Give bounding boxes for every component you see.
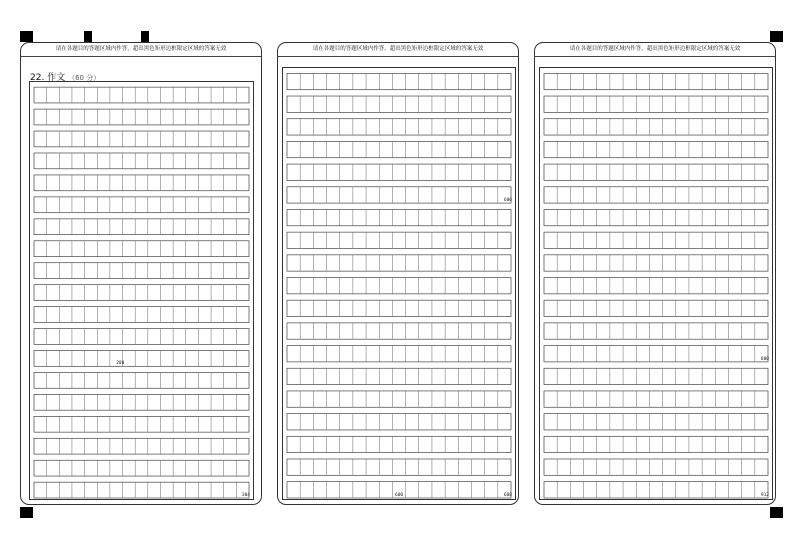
- grid-row: [34, 197, 249, 213]
- grid-row: [34, 153, 249, 169]
- grid-row: [34, 219, 249, 235]
- alignment-marker-top-right: [770, 31, 783, 42]
- grid-row: [544, 187, 768, 203]
- grid-row: [287, 368, 511, 384]
- grid-row: [287, 436, 511, 452]
- question-label: 作文: [47, 73, 66, 83]
- grid-row: [287, 346, 511, 362]
- grid-row: [287, 119, 511, 135]
- grid-row: [287, 278, 511, 294]
- grid-row: [287, 73, 511, 89]
- grid-row: [544, 459, 768, 475]
- grid-row: [544, 300, 768, 316]
- grid-row: [287, 96, 511, 112]
- header-notice: 请在各题目的答题区域内作答，超出黑色矩形边框限定区域的答案无效: [21, 43, 261, 57]
- grid-row: [34, 394, 249, 410]
- writing-grid[interactable]: [539, 67, 773, 500]
- grid-row: [544, 255, 768, 271]
- word-count-mark: 608: [503, 493, 512, 498]
- grid-row: [544, 278, 768, 294]
- grid-row: [34, 109, 249, 125]
- word-count-mark: 600: [395, 493, 404, 498]
- alignment-marker-bottom-left: [20, 507, 33, 518]
- grid-lines: [30, 82, 253, 499]
- grid-row: [34, 241, 249, 257]
- grid-row: [287, 391, 511, 407]
- grid-row: [34, 482, 249, 498]
- grid-row: [544, 232, 768, 248]
- grid-row: [34, 87, 249, 103]
- grid-row: [544, 391, 768, 407]
- grid-row: [34, 416, 249, 432]
- writing-grid[interactable]: [29, 81, 254, 500]
- grid-row: [544, 436, 768, 452]
- grid-row: [34, 263, 249, 279]
- word-count-mark: 304: [241, 493, 250, 498]
- grid-row: [544, 209, 768, 225]
- alignment-marker-top-3: [141, 31, 149, 42]
- grid-row: [544, 164, 768, 180]
- grid-row: [34, 438, 249, 454]
- grid-row: [34, 285, 249, 301]
- header-notice: 请在各题目的答题区域内作答，超出黑色矩形边框限定区域的答案无效: [278, 43, 518, 57]
- grid-row: [34, 351, 249, 367]
- word-count-mark: 200: [116, 361, 125, 367]
- grid-row: [544, 323, 768, 339]
- grid-row: [544, 482, 768, 498]
- word-count-mark: 912: [760, 493, 769, 498]
- grid-row: [34, 307, 249, 323]
- alignment-marker-top-2: [84, 31, 92, 42]
- grid-row: [544, 346, 768, 362]
- grid-row: [34, 175, 249, 191]
- word-count-mark: 800: [760, 356, 769, 362]
- grid-row: [287, 232, 511, 248]
- grid-row: [34, 329, 249, 345]
- question-number: 22.: [30, 73, 45, 83]
- grid-row: [287, 323, 511, 339]
- word-count-mark: 600: [503, 198, 512, 204]
- grid-row: [544, 96, 768, 112]
- grid-row: [287, 414, 511, 430]
- grid-row: [287, 209, 511, 225]
- question-score: （60 分）: [68, 74, 101, 82]
- grid-row: [34, 131, 249, 147]
- grid-lines: [540, 68, 772, 499]
- grid-row: [287, 459, 511, 475]
- header-notice: 请在各题目的答题区域内作答，超出黑色矩形边框限定区域的答案无效: [535, 43, 775, 57]
- grid-row: [287, 141, 511, 157]
- answer-panel-3: [534, 42, 776, 505]
- grid-row: [544, 414, 768, 430]
- grid-row: [34, 372, 249, 388]
- alignment-marker-bottom-right: [770, 507, 783, 518]
- grid-row: [287, 300, 511, 316]
- grid-row: [287, 187, 511, 203]
- grid-row: [544, 141, 768, 157]
- grid-row: [34, 460, 249, 476]
- answer-panel-2: [277, 42, 519, 505]
- grid-row: [287, 255, 511, 271]
- grid-row: [544, 368, 768, 384]
- alignment-marker-top-left: [20, 31, 33, 42]
- writing-grid[interactable]: [282, 67, 516, 500]
- grid-row: [544, 119, 768, 135]
- answer-panel-1: [20, 42, 262, 505]
- grid-row: [544, 73, 768, 89]
- grid-lines: [283, 68, 515, 499]
- grid-row: [287, 164, 511, 180]
